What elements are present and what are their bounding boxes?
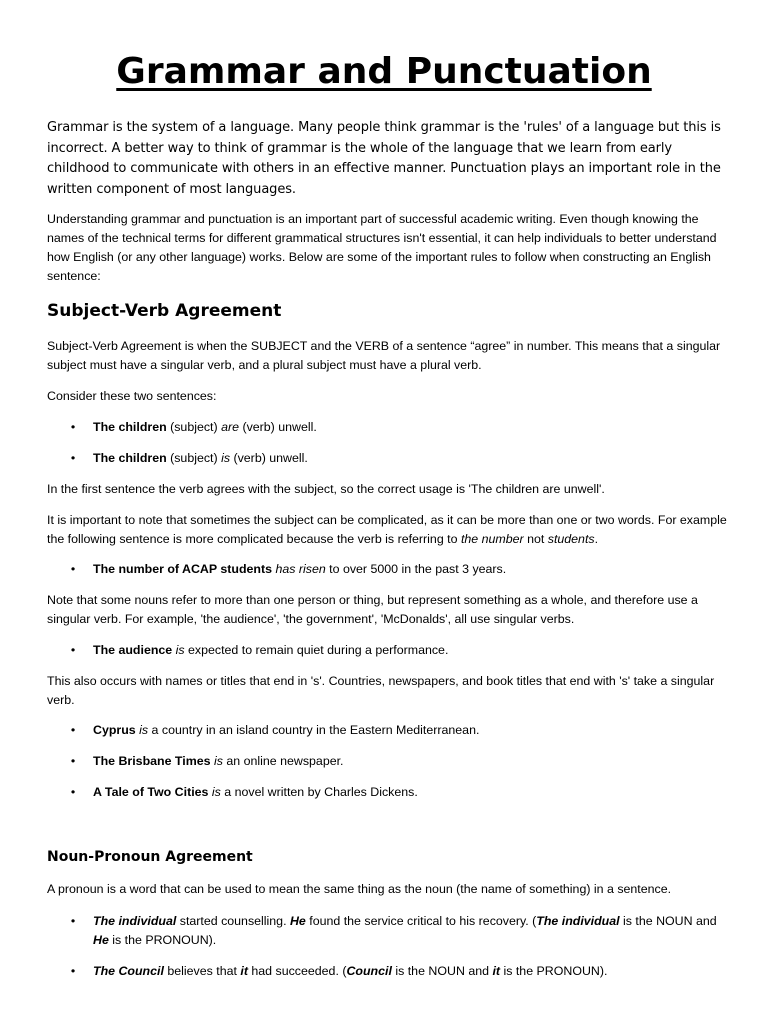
example-text: believes that — [163, 964, 241, 978]
example-noun: Council — [346, 964, 392, 978]
bullet-icon: • — [70, 785, 76, 799]
example-noun: The Council — [93, 964, 164, 978]
example-subject: The audience — [93, 643, 173, 657]
list-item — [68, 449, 728, 468]
example-text: is the NOUN and — [391, 964, 493, 978]
example-sentence-plural — [93, 418, 728, 437]
example-verb: has risen — [275, 562, 326, 576]
list-item — [68, 418, 728, 437]
list-item — [68, 783, 728, 802]
example-verb: is — [139, 723, 149, 737]
cyprus-example — [93, 721, 728, 740]
example-rest: an online newspaper. — [222, 754, 344, 768]
example-text: is the PRONOUN). — [108, 933, 217, 947]
brisbane-example — [93, 752, 728, 771]
example-subject-tag: (subject) — [166, 420, 222, 434]
example-text: had succeeded. ( — [247, 964, 347, 978]
audience-example — [93, 641, 728, 660]
example-pronoun: He — [93, 933, 109, 947]
example-rest: a novel written by Charles Dickens. — [220, 785, 418, 799]
example-text: is the PRONOUN). — [500, 964, 608, 978]
example-verb: is — [213, 754, 223, 768]
bullet-icon: • — [70, 723, 76, 737]
list-item — [68, 962, 728, 981]
example-text: started counselling. — [176, 914, 290, 928]
example-sentence-singular — [93, 449, 728, 468]
example-subject: The children — [93, 420, 167, 434]
example-verb: are — [221, 420, 239, 434]
title-text: Grammar and Punctuation — [116, 51, 652, 92]
list-item — [68, 560, 728, 579]
example-subject: Cyprus — [93, 723, 136, 737]
example-verb: is — [221, 451, 231, 465]
example-verb: is — [211, 785, 221, 799]
dickens-example — [93, 783, 728, 802]
page-title — [0, 48, 768, 96]
example-subject: The Brisbane Times — [93, 754, 211, 768]
complicated-end: . — [594, 532, 599, 546]
example-verb-tag: (verb) unwell. — [230, 451, 308, 465]
example-noun: The individual — [93, 914, 177, 928]
bullet-icon: • — [70, 754, 76, 768]
collective-nouns-paragraph: Note that some nouns refer to more than one person or thing, but represent something as a whole, and therefore use a singular verb. For example, 'the audience', 'the government', 'McDonalds', all use singular verbs. — [47, 593, 698, 626]
example-verb: is — [175, 643, 185, 657]
bullet-icon: • — [70, 420, 76, 434]
complicated-students: students — [547, 532, 595, 546]
titles-paragraph: This also occurs with names or titles that end in 's'. Countries, newspapers, and book titles that end with 's' take a singular verb. — [47, 674, 715, 707]
consider-text: Consider these two sentences: — [47, 389, 217, 403]
example-rest: a country in an island country in the Eastern Mediterranean. — [148, 723, 480, 737]
example-subject-tag: (subject) — [166, 451, 222, 465]
understanding-paragraph: Understanding grammar and punctuation is an important part of successful academic writing. Even though knowing the names of the technical terms for different grammatical structures isn't essential, it can help individuals to better understand how English (or any other language) works. Below are some of the important rules to follow when constructing an English sentence: — [47, 212, 717, 283]
example-subject: A Tale of Two Cities — [93, 785, 209, 799]
complicated-subject-paragraph — [47, 511, 727, 549]
list-item — [68, 721, 728, 740]
intro-paragraph: Grammar is the system of a language. Many people think grammar is the 'rules' of a language but this is incorrect. A better way to think of grammar is the whole of the language that we learn from early childhood to communicate with others in an effective manner. Punctuation plays an important role in the written component of most languages. — [47, 120, 721, 197]
bullet-icon: • — [70, 451, 76, 465]
subject-verb-definition: Subject-Verb Agreement is when the SUBJECT and the VERB of a sentence “agree” in number. This means that a singular subject must have a singular verb, and a plural subject must have a plural verb. — [47, 339, 721, 372]
example-rest: to over 5000 in the past 3 years. — [325, 562, 507, 576]
example-text: found the service critical to his recovery. ( — [305, 914, 537, 928]
example-noun: The individual — [536, 914, 620, 928]
complicated-number: the number — [460, 532, 524, 546]
example-pronoun: it — [492, 964, 501, 978]
pronoun-definition: A pronoun is a word that can be used to mean the same thing as the noun (the name of something) in a sentence. — [47, 882, 672, 896]
council-example — [93, 962, 728, 981]
list-item — [68, 912, 728, 950]
example-verb-tag: (verb) unwell. — [239, 420, 317, 434]
bullet-icon: • — [70, 964, 76, 978]
example-subject: The number of ACAP students — [93, 562, 272, 576]
example-text: is the NOUN and — [619, 914, 717, 928]
example-rest: expected to remain quiet during a performance. — [184, 643, 449, 657]
subject-verb-heading: Subject-Verb Agreement — [47, 301, 282, 321]
bullet-icon: • — [70, 914, 76, 928]
list-item — [68, 752, 728, 771]
bullet-icon: • — [70, 562, 76, 576]
complicated-text: It is important to note that sometimes the subject can be complicated, as it can be more than one or two words. For example the following sentence is more complicated because the verb is referring to — [47, 513, 727, 546]
example-pronoun: He — [289, 914, 306, 928]
individual-example — [93, 912, 728, 950]
noun-pronoun-heading: Noun-Pronoun Agreement — [47, 849, 253, 865]
example-subject: The children — [93, 451, 167, 465]
acap-example — [93, 560, 728, 579]
first-sentence-explanation: In the first sentence the verb agrees with the subject, so the correct usage is 'The children are unwell'. — [47, 482, 605, 496]
example-pronoun: it — [240, 964, 248, 978]
complicated-not: not — [523, 532, 548, 546]
bullet-icon: • — [70, 643, 76, 657]
list-item — [68, 641, 728, 660]
